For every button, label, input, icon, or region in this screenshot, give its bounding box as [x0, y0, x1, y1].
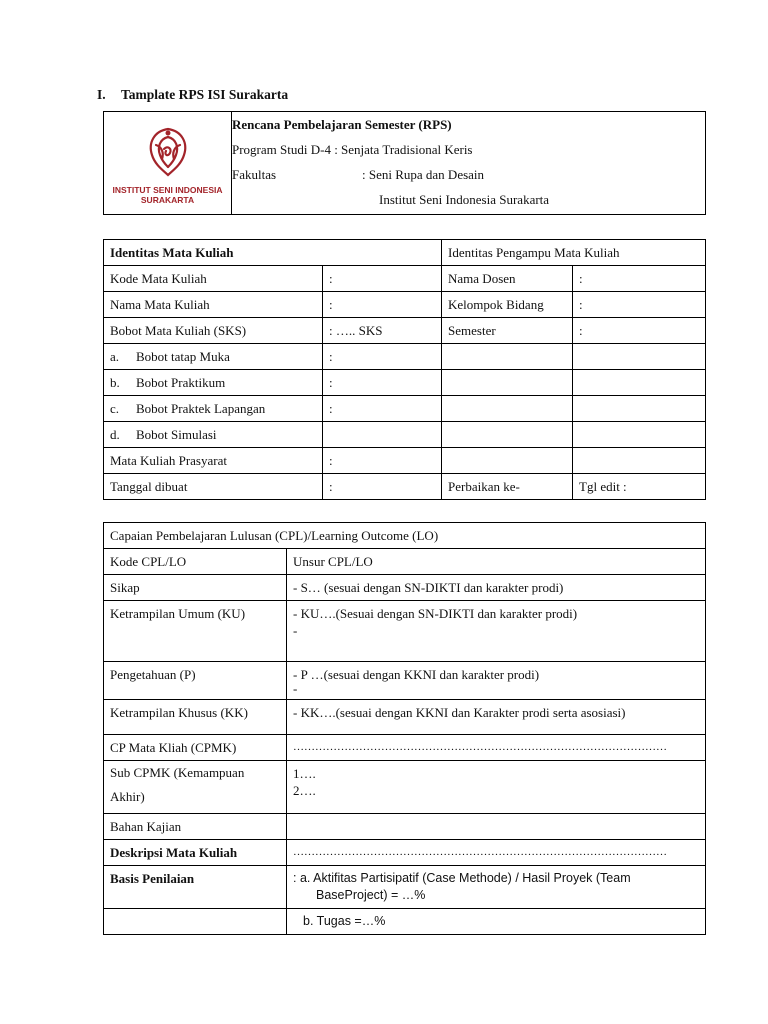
row-label [104, 370, 323, 396]
table-row [104, 344, 706, 370]
garuda-emblem-icon [142, 125, 194, 181]
isi-logo [104, 121, 231, 205]
sikap-label: Sikap [104, 575, 287, 601]
identitas-pengampu-header: Identitas Pengampu Mata Kuliah [442, 240, 706, 266]
cpl-col1-header: Kode CPL/LO [104, 549, 287, 575]
row-label: Kelompok Bidang [442, 292, 573, 318]
table-row [104, 396, 706, 422]
identitas-mk-header: Identitas Mata Kuliah [104, 240, 442, 266]
row-value[interactable] [323, 422, 442, 448]
ku-line-1: - KU….(Sesuai dengan SN-DIKTI dan karakter prodi) [293, 606, 578, 621]
kk-value[interactable]: - KK….(sesuai dengan KKNI dan Karakter prodi serta asosiasi) [287, 700, 706, 735]
row-value[interactable] [573, 344, 706, 370]
row-label: Bobot Mata Kuliah (SKS) [104, 318, 323, 344]
table-row [104, 761, 706, 814]
section-number: I. [97, 87, 106, 102]
row-value[interactable] [573, 448, 706, 474]
kk-label: Ketrampilan Khusus (KK) [104, 700, 287, 735]
list-letter: a. [110, 349, 120, 364]
row-label [104, 396, 323, 422]
table-row [104, 866, 706, 909]
cpmk-value[interactable]: ………………………………………………………………………………………… [287, 735, 706, 761]
table-row [104, 700, 706, 735]
row-label: Nama Dosen [442, 266, 573, 292]
p-line-1: - P …(sesuai dengan KKNI dan karakter prodi) [293, 667, 540, 682]
table-row [104, 662, 706, 700]
table-row [104, 422, 706, 448]
row-value[interactable] [573, 370, 706, 396]
ku-label: Ketrampilan Umum (KU) [104, 601, 287, 662]
table-row [104, 840, 706, 866]
table-row [104, 814, 706, 840]
header-info [232, 112, 706, 215]
table-row [104, 909, 706, 935]
row-value[interactable]: : ….. SKS [323, 318, 442, 344]
institution-line: Institut Seni Indonesia Surakarta [379, 192, 550, 207]
prodi-line: Program Studi D-4 : Senjata Tradisional Keris [232, 142, 473, 157]
sub-cpmk-item-1: 1…. [293, 766, 316, 781]
row-value[interactable]: : [323, 396, 442, 422]
fakultas-label: Fakultas [232, 167, 277, 182]
row-label [442, 422, 573, 448]
cpl-title-row [104, 523, 706, 549]
row-label: Nama Mata Kuliah [104, 292, 323, 318]
row-label [442, 370, 573, 396]
fakultas-value: : Seni Rupa dan Desain [362, 167, 485, 182]
row-value[interactable]: : [323, 344, 442, 370]
rps-header-table [103, 111, 706, 215]
p-label: Pengetahuan (P) [104, 662, 287, 700]
row-label: Tanggal dibuat [104, 474, 323, 500]
sub-cpmk-label-1: Sub CPMK (Kemampuan [110, 765, 245, 780]
row-label: Semester [442, 318, 573, 344]
sub-label: Bobot Simulasi [136, 427, 217, 442]
row-value[interactable]: : [323, 448, 442, 474]
section-heading [97, 87, 288, 103]
basis-line-2: BaseProject) = …% [316, 888, 426, 902]
row-label [104, 422, 323, 448]
basis-label: Basis Penilaian [104, 866, 287, 909]
deskripsi-value[interactable]: ………………………………………………………………………………………… [287, 840, 706, 866]
table-row [104, 318, 706, 344]
sub-label: Bobot Praktikum [136, 375, 226, 390]
sub-cpmk-label-2: Akhir) [110, 789, 145, 804]
identitas-table [103, 239, 706, 500]
table-row [104, 735, 706, 761]
table-row [104, 549, 706, 575]
sikap-value[interactable]: - S… (sesuai dengan SN-DIKTI dan karakter prodi) [287, 575, 706, 601]
row-label: Kode Mata Kuliah [104, 266, 323, 292]
basis-line-1: : a. Aktifitas Partisipatif (Case Methode) / Hasil Proyek (Team [293, 871, 631, 885]
ku-line-2: - [293, 623, 298, 638]
row-value[interactable]: : [323, 292, 442, 318]
identitas-header-row [104, 240, 706, 266]
row-value[interactable]: : [573, 292, 706, 318]
row-value[interactable]: : [323, 474, 442, 500]
sub-cpmk-label [104, 761, 287, 814]
table-row [104, 575, 706, 601]
row-label: Mata Kuliah Prasyarat [104, 448, 323, 474]
row-value[interactable] [573, 396, 706, 422]
tugas-label-cell [104, 909, 287, 935]
list-letter: d. [110, 427, 120, 442]
logo-cell [104, 112, 232, 215]
basis-value[interactable] [287, 866, 706, 909]
row-value[interactable]: Tgl edit : [573, 474, 706, 500]
cpmk-label: CP Mata Kliah (CPMK) [104, 735, 287, 761]
row-value[interactable]: : [323, 370, 442, 396]
fakultas-line [232, 162, 705, 187]
row-label [442, 448, 573, 474]
row-value[interactable]: : [323, 266, 442, 292]
sub-label: Bobot tatap Muka [136, 349, 230, 364]
cpl-title: Capaian Pembelajaran Lulusan (CPL)/Learning Outcome (LO) [104, 523, 706, 549]
table-row [104, 292, 706, 318]
row-label [442, 344, 573, 370]
logo-text-line1: INSTITUT SENI INDONESIA [112, 185, 223, 195]
bahan-value[interactable] [287, 814, 706, 840]
p-value[interactable] [287, 662, 706, 700]
list-letter: c. [110, 401, 120, 416]
row-value[interactable]: : [573, 318, 706, 344]
bahan-label: Bahan Kajian [104, 814, 287, 840]
logo-text-line2: SURAKARTA [140, 195, 195, 205]
ku-value[interactable] [287, 601, 706, 662]
rps-title: Rencana Pembelajaran Semester (RPS) [232, 117, 452, 132]
sub-cpmk-item-2: 2…. [293, 783, 316, 798]
p-line-2: - [293, 681, 298, 696]
list-letter: b. [110, 375, 120, 390]
tugas-value[interactable]: b. Tugas =…% [287, 909, 706, 935]
sub-cpmk-value[interactable] [287, 761, 706, 814]
sub-label: Bobot Praktek Lapangan [136, 401, 266, 416]
table-row [104, 448, 706, 474]
table-row [104, 370, 706, 396]
row-label [442, 396, 573, 422]
section-title: Tamplate RPS ISI Surakarta [121, 87, 289, 102]
row-value[interactable] [573, 422, 706, 448]
deskripsi-label: Deskripsi Mata Kuliah [104, 840, 287, 866]
table-row [104, 601, 706, 662]
cpl-col2-header: Unsur CPL/LO [287, 549, 706, 575]
row-label [104, 344, 323, 370]
table-row [104, 266, 706, 292]
cpl-table [103, 522, 706, 935]
row-value[interactable]: : [573, 266, 706, 292]
row-label: Perbaikan ke- [442, 474, 573, 500]
table-row [104, 474, 706, 500]
